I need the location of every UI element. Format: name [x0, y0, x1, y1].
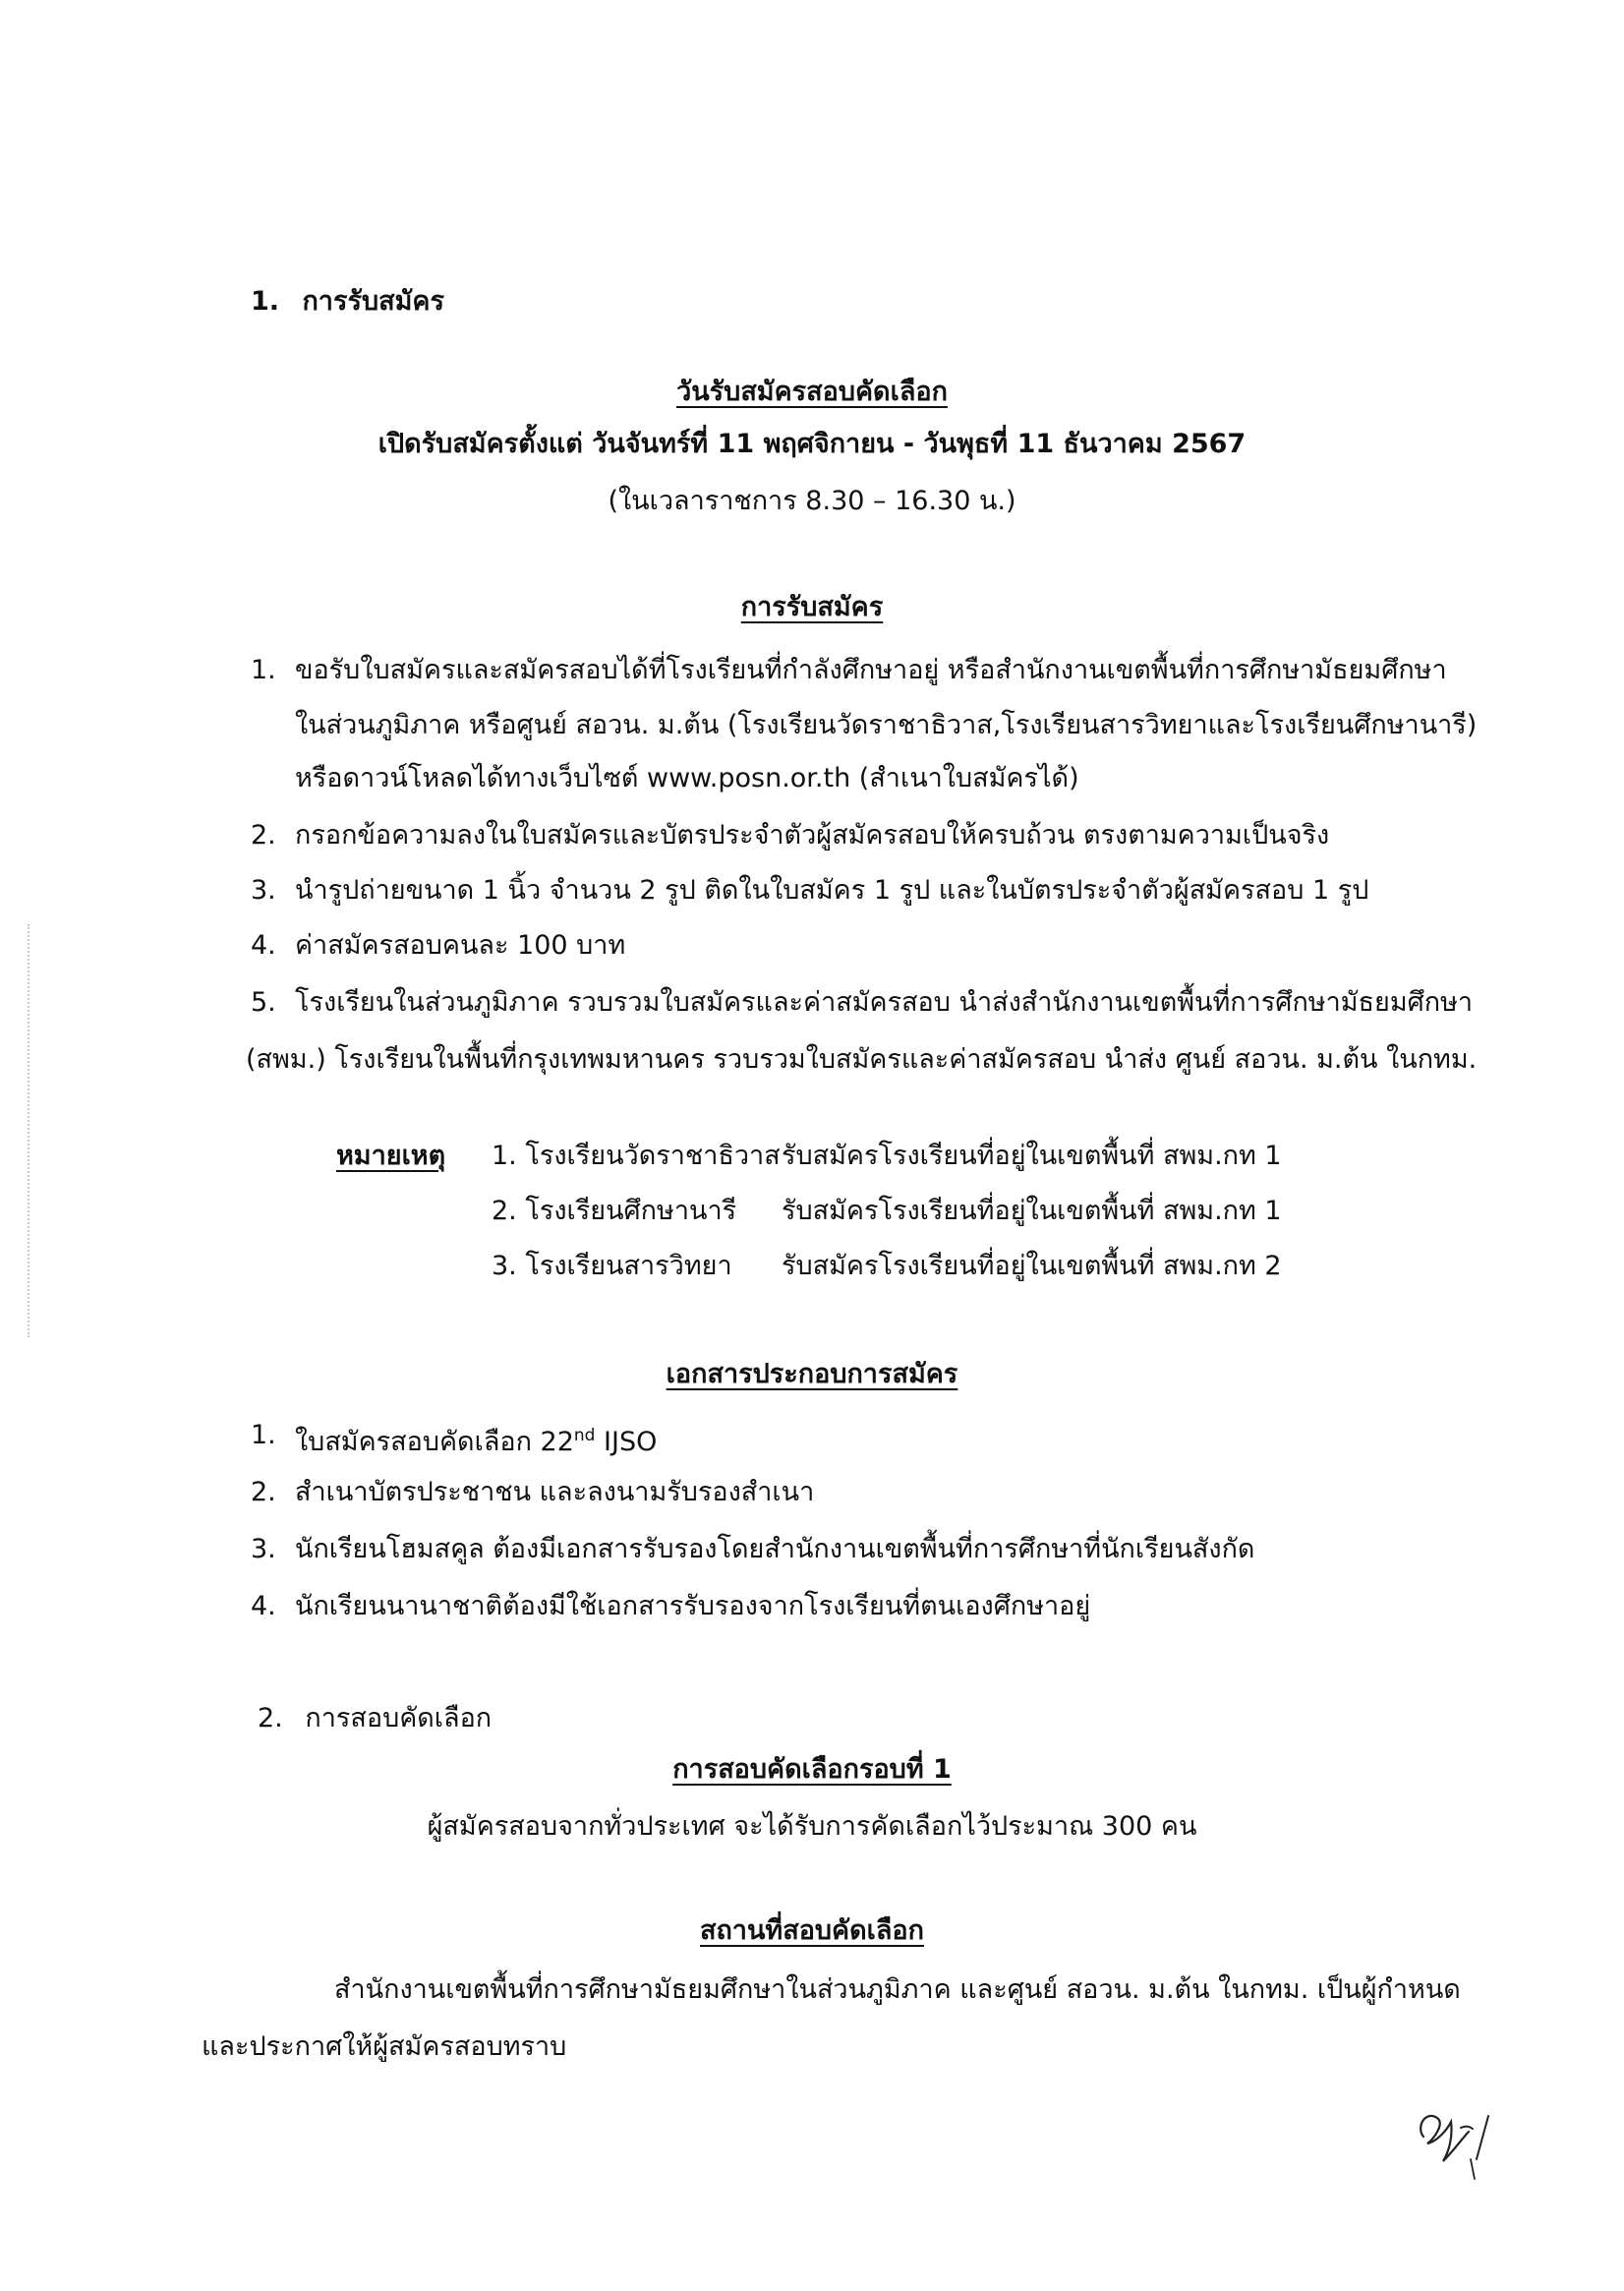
application-item-1-line-3: หรือดาวน์โหลดได้ทางเว็บไซต์ www.posn.or.th (สำเนาใบสมัครได้)	[295, 763, 1079, 793]
documents-item-2-number: 2.	[251, 1477, 276, 1507]
application-item-3-number: 3.	[251, 875, 276, 906]
venue-line-1: สำนักงานเขตพื้นที่การศึกษามัธยมศึกษาในส่วนภูมิภาค และศูนย์ สอวน. ม.ต้น ในกทม. เป็นผู้กำหนด	[334, 1974, 1461, 2005]
application-heading: การรับสมัคร	[740, 592, 884, 622]
remarks-row-2-detail: รับสมัครโรงเรียนที่อยู่ในเขตพื้นที่ สพม.กท 1	[782, 1196, 1282, 1226]
documents-item-3-number: 3.	[251, 1534, 276, 1564]
application-item-2-text: กรอกข้อความลงในใบสมัครและบัตรประจำตัวผู้สมัครสอบให้ครบถ้วน ตรงตามความเป็นจริง	[295, 820, 1330, 851]
section-2-number: 2.	[258, 1703, 283, 1733]
venue-heading: สถานที่สอบคัดเลือก	[699, 1915, 924, 1946]
application-item-1-line-1: ขอรับใบสมัครและสมัครสอบได้ที่โรงเรียนที่กำลังศึกษาอยู่ หรือสำนักงานเขตพื้นที่การศึกษามัธยมศึกษา	[295, 655, 1447, 685]
remarks-row-3-detail: รับสมัครโรงเรียนที่อยู่ในเขตพื้นที่ สพม.กท 2	[782, 1251, 1282, 1281]
application-item-4-number: 4.	[251, 930, 276, 961]
remarks-row-1-detail: รับสมัครโรงเรียนที่อยู่ในเขตพื้นที่ สพม.กท 1	[782, 1141, 1282, 1171]
documents-item-1-number: 1.	[251, 1420, 276, 1450]
application-item-1-line-2: ในส่วนภูมิภาค หรือศูนย์ สอวน. ม.ต้น (โรงเรียนวัดราชาธิวาส,โรงเรียนสารวิทยาและโรงเรียนศึกษานารี)	[295, 710, 1478, 740]
documents-item-1-superscript: nd	[573, 1426, 596, 1445]
application-item-5-line-2: (สพม.) โรงเรียนในพื้นที่กรุงเทพมหานคร รวบรวมใบสมัครและค่าสมัครสอบ นำส่ง ศูนย์ สอวน. ม.ต้น ในกทม.	[246, 1044, 1478, 1075]
venue-line-2: และประกาศให้ผู้สมัครสอบทราบ	[202, 2031, 567, 2062]
application-item-1-number: 1.	[251, 655, 276, 685]
scan-margin-dots	[28, 924, 31, 1337]
section-1-number: 1.	[251, 286, 280, 317]
application-period-hours: (ในเวลาราชการ 8.30 – 16.30 น.)	[608, 486, 1016, 516]
remarks-row-3-school: 3. โรงเรียนสารวิทยา	[492, 1251, 732, 1281]
application-item-3-text: นำรูปถ่ายขนาด 1 นิ้ว จำนวน 2 รูป ติดในใบสมัคร 1 รูป และในบัตรประจำตัวผู้สมัครสอบ 1 รูป	[295, 875, 1369, 906]
documents-item-1-suffix: IJSO	[595, 1427, 658, 1457]
application-period-heading: วันรับสมัครสอบคัดเลือก	[676, 377, 948, 407]
round-1-heading: การสอบคัดเลือกรอบที่ 1	[672, 1754, 952, 1785]
round-1-text: ผู้สมัครสอบจากทั่วประเทศ จะได้รับการคัดเลือกไว้ประมาณ 300 คน	[427, 1811, 1197, 1842]
application-item-5-number: 5.	[251, 987, 276, 1018]
section-2-title: การสอบคัดเลือก	[305, 1703, 493, 1733]
documents-item-4-text: นักเรียนนานาชาติต้องมีใช้เอกสารรับรองจากโรงเรียนที่ตนเองศึกษาอยู่	[295, 1591, 1091, 1621]
remarks-row-1-school: 1. โรงเรียนวัดราชาธิวาส	[492, 1141, 781, 1171]
application-item-2-number: 2.	[251, 820, 276, 851]
documents-item-3-text: นักเรียนโฮมสคูล ต้องมีเอกสารรับรองโดยสำนักงานเขตพื้นที่การศึกษาที่นักเรียนสังกัด	[295, 1534, 1255, 1564]
documents-item-1-text	[295, 1416, 657, 1462]
documents-item-1-main: ใบสมัครสอบคัดเลือก 22	[295, 1427, 574, 1457]
remarks-row-2-school: 2. โรงเรียนศึกษานารี	[492, 1196, 737, 1226]
handwritten-signature	[1404, 2083, 1512, 2191]
application-period-dates: เปิดรับสมัครตั้งแต่ วันจันทร์ที่ 11 พฤศจิกายน - วันพุธที่ 11 ธันวาคม 2567	[377, 429, 1247, 459]
remarks-label: หมายเหตุ	[336, 1141, 446, 1171]
application-item-5-line-1: โรงเรียนในส่วนภูมิภาค รวบรวมใบสมัครและค่าสมัครสอบ นำส่งสำนักงานเขตพื้นที่การศึกษามัธยมศึกษา	[295, 987, 1474, 1018]
documents-item-2-text: สำเนาบัตรประชาชน และลงนามรับรองสำเนา	[295, 1477, 815, 1507]
documents-heading: เอกสารประกอบการสมัคร	[666, 1359, 958, 1389]
section-2-heading	[258, 1699, 492, 1738]
documents-item-4-number: 4.	[251, 1591, 276, 1621]
application-item-4-text: ค่าสมัครสอบคนละ 100 บาท	[295, 930, 626, 961]
section-1-title: การรับสมัคร	[302, 286, 444, 317]
section-1-heading	[251, 282, 444, 322]
